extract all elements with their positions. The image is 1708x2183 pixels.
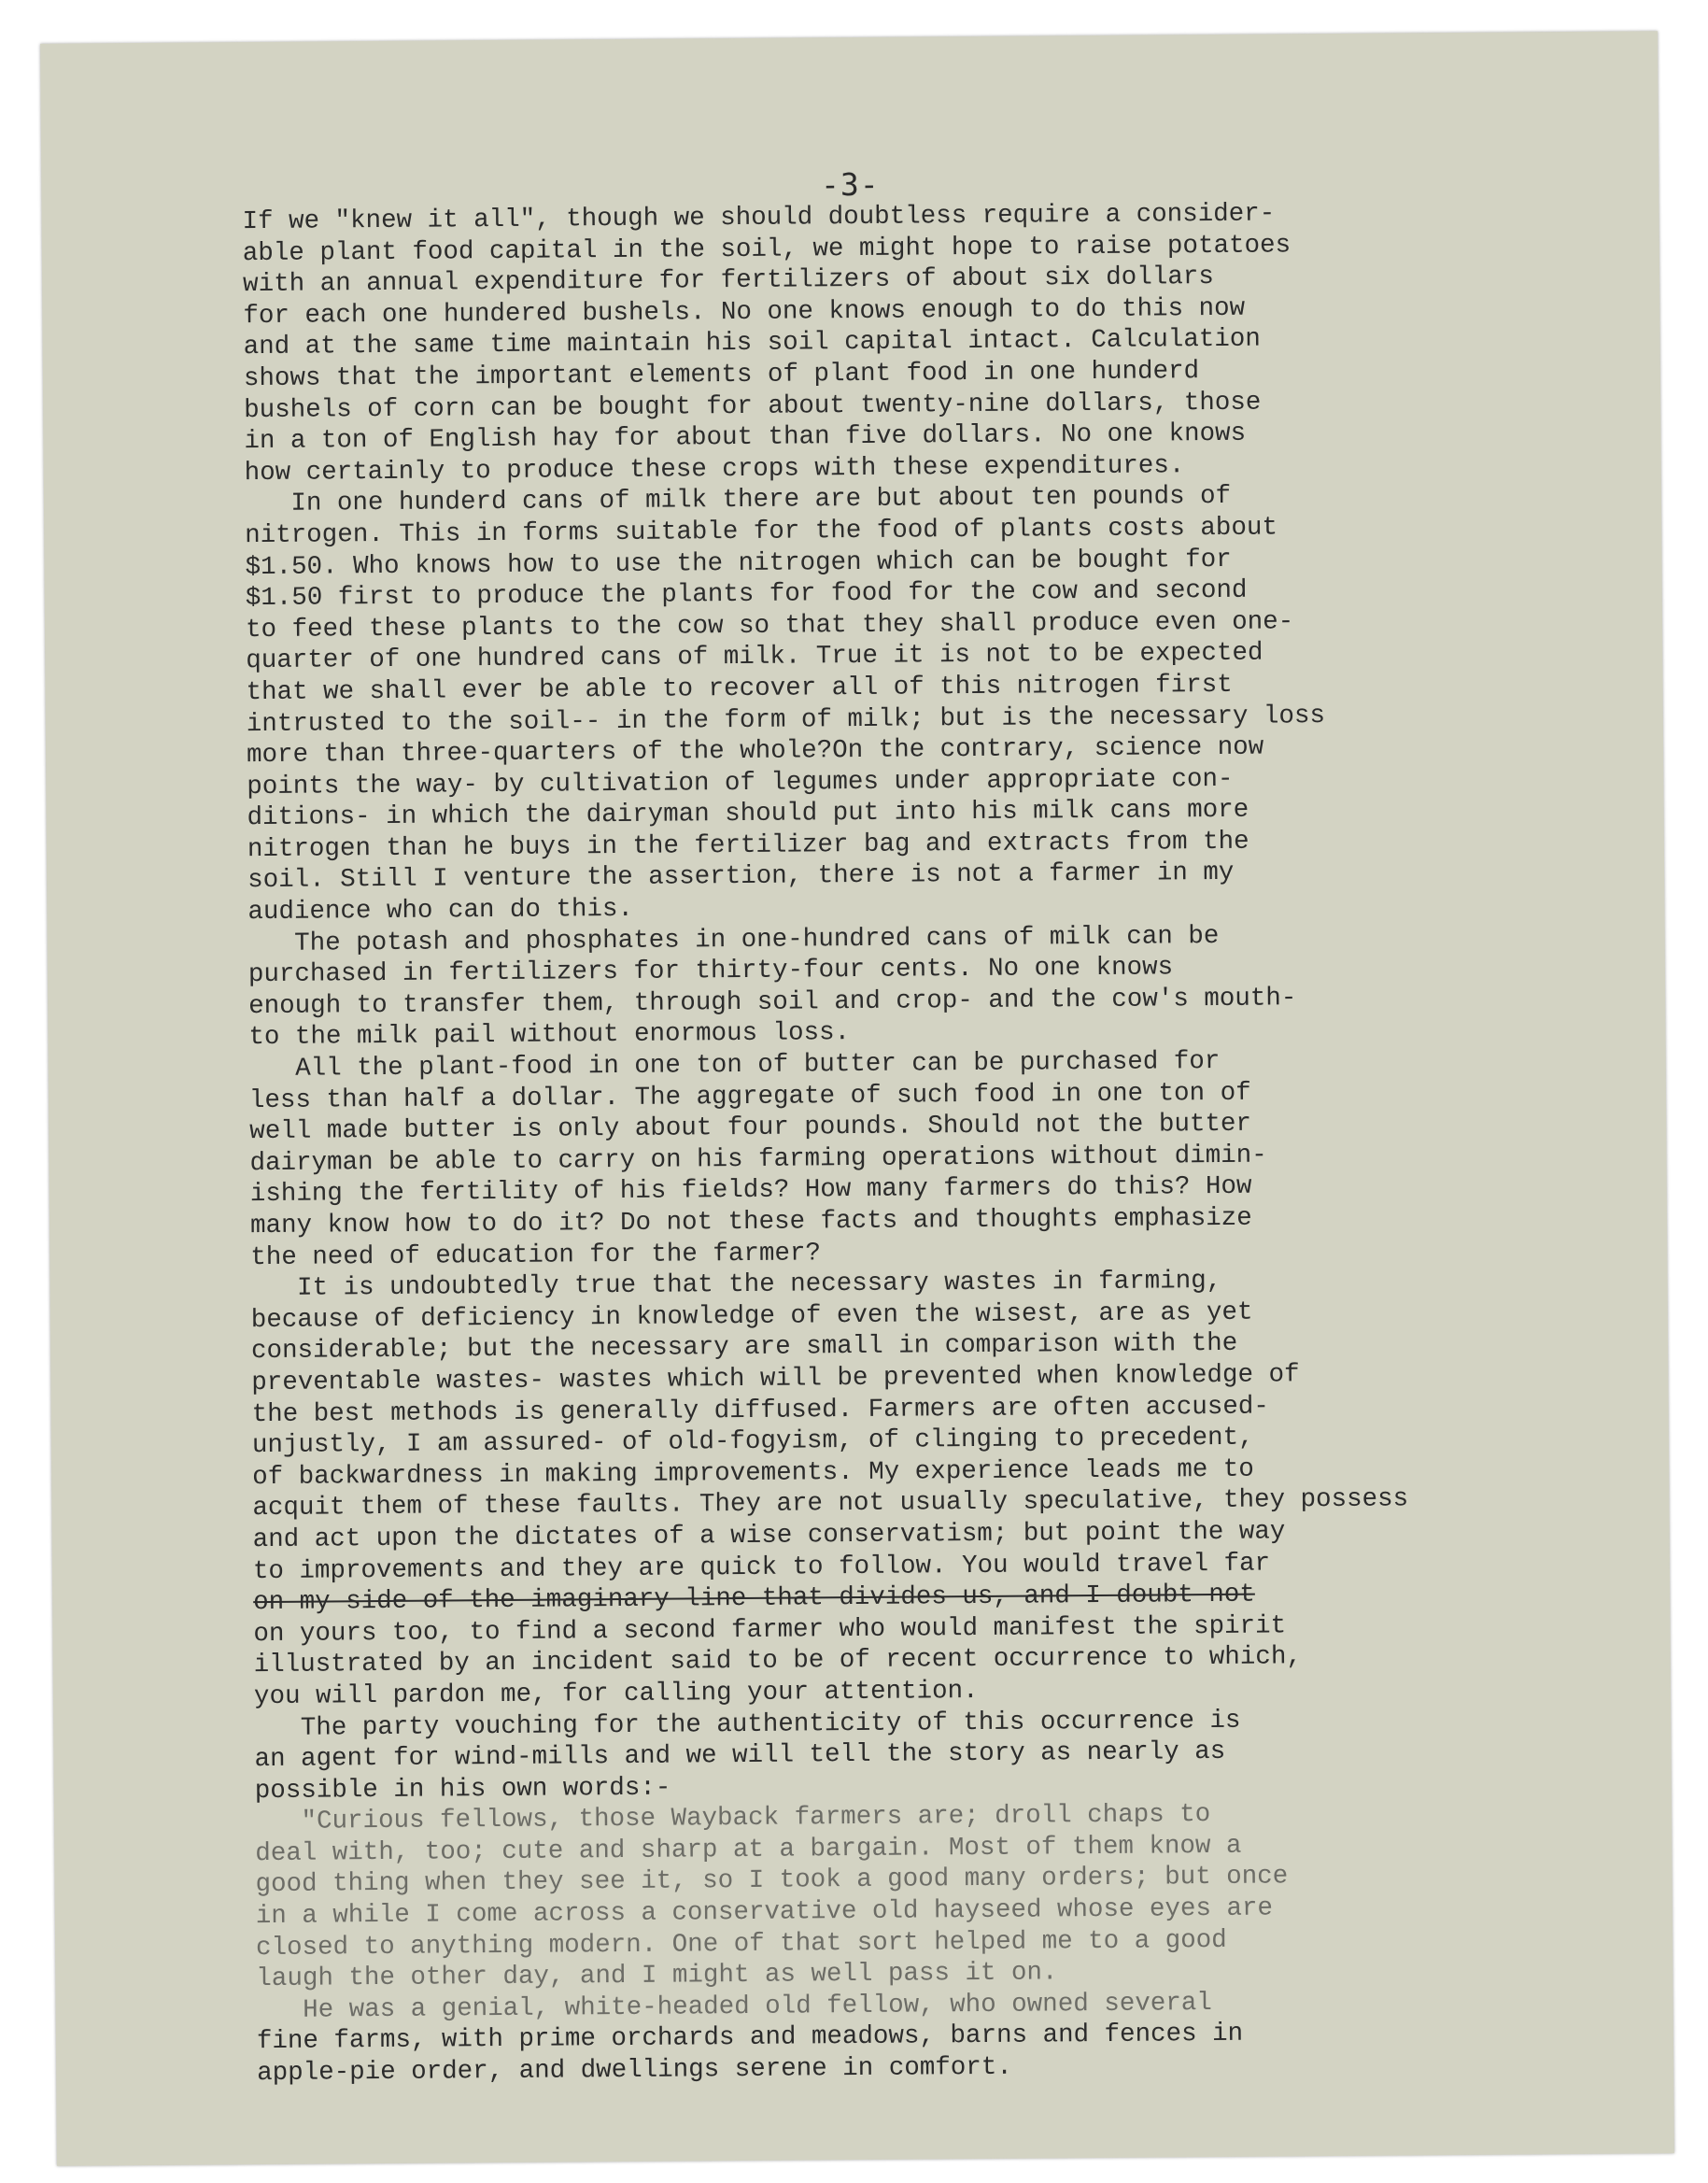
text-line: points the way- by cultivation of legumes under appropriate con- xyxy=(247,764,1234,801)
text-line: All the plant-food in one ton of butter can be purchased for xyxy=(248,1046,1221,1084)
text-line: deal with, too; cute and sharp at a bargain. Most of them know a xyxy=(255,1831,1242,1868)
text-line: The party vouching for the authenticity of this occurrence is xyxy=(254,1706,1241,1743)
text-line: enough to transfer them, through soil and crop- and the cow's mouth- xyxy=(248,984,1297,1021)
text-line: "Curious fellows, those Wayback farmers are; droll chaps to xyxy=(254,1800,1211,1837)
text-line: In one hunderd cans of milk there are but about ten pounds of xyxy=(244,482,1232,519)
typewritten-page xyxy=(40,31,1674,2166)
text-line: illustrated by an incident said to be of recent occurrence to which, xyxy=(253,1642,1303,1680)
text-line: nitrogen. This in forms suitable for the food of plants costs about xyxy=(245,513,1278,551)
page-number: -3- xyxy=(820,165,880,204)
text-line: $1.50. Who knows how to use the nitrogen which can be bought for xyxy=(245,545,1232,582)
text-line: in a while I come across a conservative old hayseed whose eyes are xyxy=(255,1893,1274,1932)
text-line: intrusted to the soil-- in the form of milk; but is the necessary loss xyxy=(246,701,1326,739)
text-line: It is undoubtedly true that the necessary wastes in farming, xyxy=(250,1267,1222,1304)
text-line: The potash and phosphates in one-hundred cans of milk can be xyxy=(247,921,1220,958)
text-line: good thing when they see it, so I took a good many orders; but once xyxy=(255,1862,1289,1900)
text-line: to improvements and they are quick to follow. You would travel far xyxy=(252,1549,1271,1586)
text-line: well made butter is only about four pounds. Should not the butter xyxy=(249,1109,1252,1147)
text-line: ishing the fertility of his fields? How many farmers do this? How xyxy=(249,1172,1252,1210)
text-line: to feed these plants to the cow so that they shall produce even one- xyxy=(245,607,1294,645)
text-line: able plant food capital in the soil, we might hope to raise potatoes xyxy=(242,230,1292,268)
text-line: quarter of one hundred cans of milk. True it is not to be expected xyxy=(246,638,1263,676)
text-line: to the milk pail without enormous loss. xyxy=(248,1018,851,1053)
text-line: closed to anything modern. One of that sort helped me to a good xyxy=(255,1925,1227,1963)
text-line: dairyman be able to carry on his farming operations without dimin- xyxy=(249,1141,1267,1178)
text-line: ditions- in which the dairyman should put into his milk cans more xyxy=(247,795,1249,833)
text-line: of backwardness in making improvements. My experience leads me to xyxy=(252,1454,1254,1492)
text-line: on yours too, to find a second farmer who would manifest the spirit xyxy=(253,1611,1287,1649)
body-text xyxy=(242,196,1630,2090)
text-line: fine farms, with prime orchards and meadows, barns and fences in xyxy=(256,2020,1244,2057)
text-line: in a ton of English hay for about than five dollars. No one knows xyxy=(244,418,1247,457)
text-line: for each one hundered bushels. No one knows enough to do this now xyxy=(243,293,1246,331)
text-line: that we shall ever be able to recover all of this nitrogen first xyxy=(246,670,1233,708)
text-line: nitrogen than he buys in the fertilizer bag and extracts from the xyxy=(247,827,1249,864)
text-line: because of deficiency in knowledge of even the wisest, are as yet xyxy=(250,1297,1253,1335)
text-line: audience who can do this. xyxy=(247,894,634,928)
text-line: the need of education for the farmer? xyxy=(250,1238,822,1272)
text-line: acquit them of these faults. They are not usually speculative, they possess xyxy=(252,1484,1409,1524)
text-line: with an annual expenditure for fertilizers of about six dollars xyxy=(243,262,1214,300)
text-line: possible in his own words:- xyxy=(254,1773,671,1806)
text-line: $1.50 first to produce the plants for food for the cow and second xyxy=(245,575,1248,614)
text-line: apple-pie order, and dwellings serene in comfort. xyxy=(257,2052,1012,2089)
text-line: more than three-quarters of the whole?On the contrary, science now xyxy=(246,732,1264,771)
text-line: and act upon the dictates of a wise conservatism; but point the way xyxy=(252,1517,1286,1555)
text-line: laugh the other day, and I might as well pass it on. xyxy=(256,1958,1058,1994)
text-line: He was a genial, white-headed old fellow, who owned several xyxy=(256,1988,1212,2025)
text-line: an agent for wind-mills and we will tell the story as nearly as xyxy=(254,1737,1226,1775)
text-line: how certainly to produce these crops with these expenditures. xyxy=(244,450,1185,488)
text-line: preventable wastes- wastes which will be prevented when knowledge of xyxy=(251,1360,1300,1398)
struck-text-line: on my side of the imaginary line that divides us, and I doubt not xyxy=(253,1580,1255,1618)
text-line: unjustly, I am assured- of old-fogyism, of clinging to precedent, xyxy=(251,1423,1254,1461)
text-line: considerable; but the necessary are small in comparison with the xyxy=(250,1329,1238,1367)
text-line: many know how to do it? Do not these facts and thoughts emphasize xyxy=(249,1203,1252,1241)
text-line: less than half a dollar. The aggregate of such food in one ton of xyxy=(248,1078,1251,1115)
text-line: the best methods is generally diffused. Farmers are often accused- xyxy=(251,1392,1269,1429)
text-line: bushels of corn can be bought for about twenty-nine dollars, those xyxy=(244,388,1262,425)
text-line: you will pardon me, for calling your attention. xyxy=(253,1676,979,1711)
text-line: purchased in fertilizers for thirty-four cents. No one knows xyxy=(247,953,1174,990)
text-line: If we "knew it all", though we should doubtless require a consider- xyxy=(242,199,1276,237)
text-line: soil. Still I venture the assertion, there is not a farmer in my xyxy=(247,858,1235,896)
text-line: and at the same time maintain his soil capital intact. Calculation xyxy=(243,324,1261,362)
text-line: shows that the important elements of plant food in one hunderd xyxy=(243,357,1200,394)
